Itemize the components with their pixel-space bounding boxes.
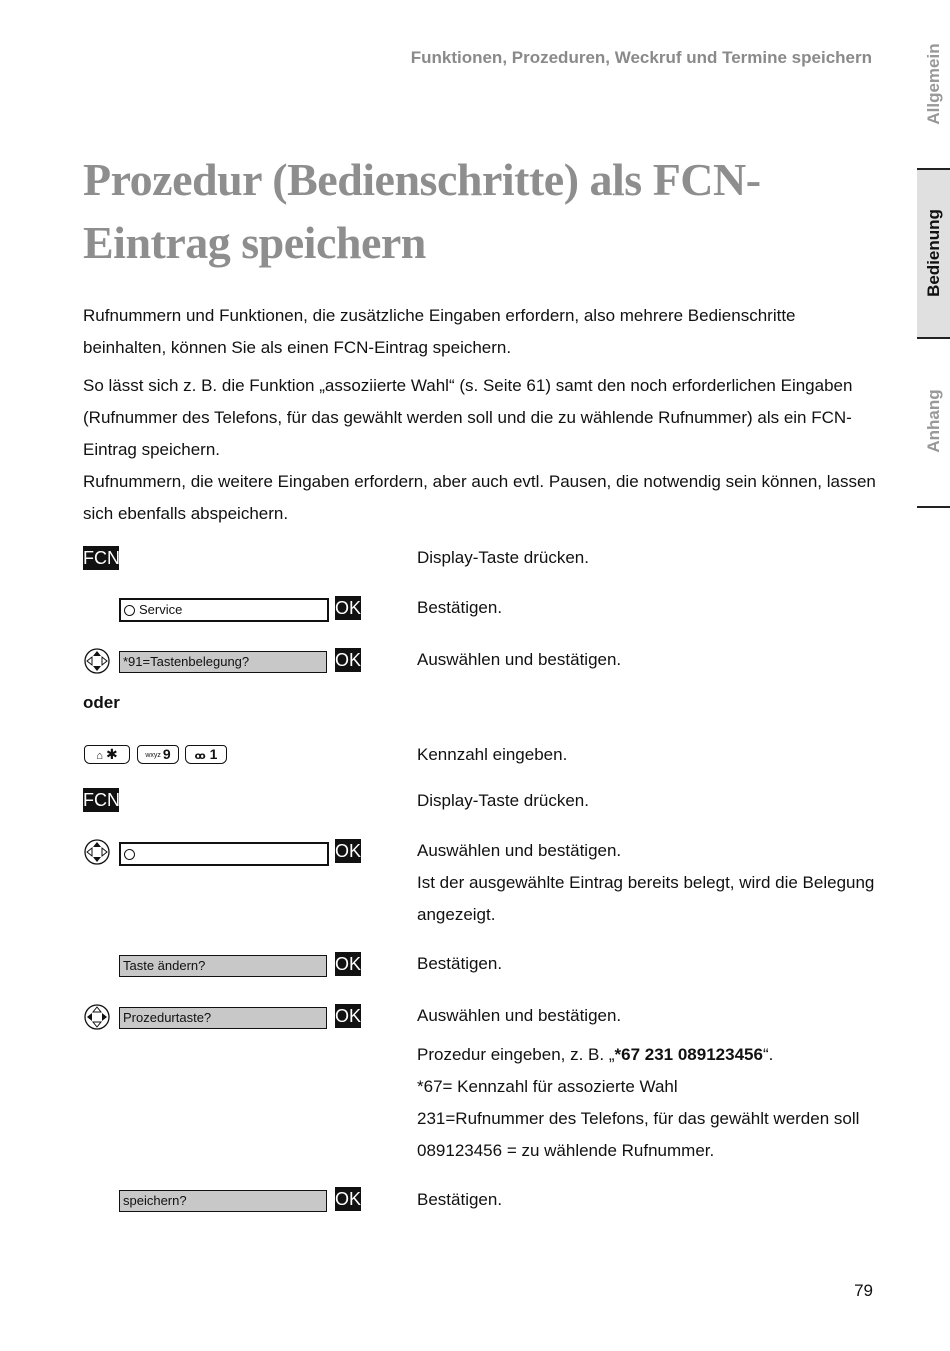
step-description: Auswählen und bestätigen. <box>417 1006 622 1025</box>
fcn-key[interactable]: FCN <box>83 548 120 568</box>
display-empty-entry <box>119 842 329 866</box>
page-number: 79 <box>854 1281 873 1300</box>
tab-bedienung[interactable]: Bedienung <box>924 209 943 297</box>
display-menu-item: Taste ändern? <box>119 955 327 977</box>
tab-divider <box>917 337 950 339</box>
ok-key[interactable]: OK <box>335 598 362 618</box>
navigation-key-icon[interactable] <box>84 648 110 674</box>
ok-key[interactable]: OK <box>335 1006 362 1026</box>
tab-anhang[interactable]: Anhang <box>924 389 943 453</box>
ok-key[interactable]: OK <box>335 841 362 861</box>
step-description: Auswählen und bestätigen. <box>417 650 622 669</box>
display-menu-item: Prozedurtaste? <box>119 1007 327 1029</box>
key-1[interactable]: ꝏ 1 <box>185 745 227 764</box>
radio-circle-icon <box>124 605 135 616</box>
tab-divider <box>917 168 950 170</box>
fcn-key[interactable]: FCN <box>83 790 120 810</box>
display-menu-service: Service <box>119 598 329 622</box>
intro-paragraph: Rufnummern und Funktionen, die zusätzliche Eingaben erfordern, also mehrere Bedienschritte beinhalten, können Sie als einen FCN-Eintrag speichern. <box>83 306 796 357</box>
step-description: Bestätigen. <box>417 1190 503 1209</box>
key-9[interactable]: wxyz 9 <box>137 745 179 764</box>
step-description: Auswählen und bestätigen. Ist der ausgewählte Eintrag bereits belegt, wird die Belegung angezeigt. <box>417 841 875 924</box>
page-title: Prozedur (Bedienschritte) als FCN-Eintrag speichern <box>83 154 761 268</box>
procedure-example: Prozedur eingeben, z. B. „*67 231 089123456“. *67= Kennzahl für assozierte Wahl 231=Rufnummer des Telefons, für das gewählt werden soll 089123456 = zu wählende Rufnummer. <box>417 1045 860 1160</box>
step-description: Bestätigen. <box>417 598 503 617</box>
navigation-key-icon[interactable] <box>84 1004 110 1030</box>
alternative-label: oder <box>83 693 120 712</box>
step-description: Display-Taste drücken. <box>417 548 589 567</box>
running-header: Funktionen, Prozeduren, Weckruf und Termine speichern <box>410 48 872 67</box>
step-description: Bestätigen. <box>417 954 503 973</box>
step-description: Display-Taste drücken. <box>417 791 589 810</box>
step-description: Kennzahl eingeben. <box>417 745 568 764</box>
display-menu-item: *91=Tastenbelegung? <box>119 651 327 673</box>
display-menu-item: speichern? <box>119 1190 327 1212</box>
tab-allgemein[interactable]: Allgemein <box>924 43 943 125</box>
star-key[interactable]: ⌂ ✱ <box>84 745 130 764</box>
ok-key[interactable]: OK <box>335 1189 362 1209</box>
ok-key[interactable]: OK <box>335 650 362 670</box>
intro-paragraph: So lässt sich z. B. die Funktion „assoziierte Wahl“ (s. Seite 61) samt den noch erforderlichen Eingaben (Rufnummer des Telefons, für das gewählt werden soll und die zu wählende Rufnummer) als ein FCN-Eintrag speichern. <box>83 376 853 459</box>
radio-circle-icon <box>124 849 135 860</box>
intro-paragraph: Rufnummern, die weitere Eingaben erfordern, aber auch evtl. Pausen, die notwendig sein können, lassen sich ebenfalls abspeichern. <box>83 472 876 523</box>
tab-divider <box>917 506 950 508</box>
ok-key[interactable]: OK <box>335 954 362 974</box>
navigation-key-icon[interactable] <box>84 839 110 865</box>
